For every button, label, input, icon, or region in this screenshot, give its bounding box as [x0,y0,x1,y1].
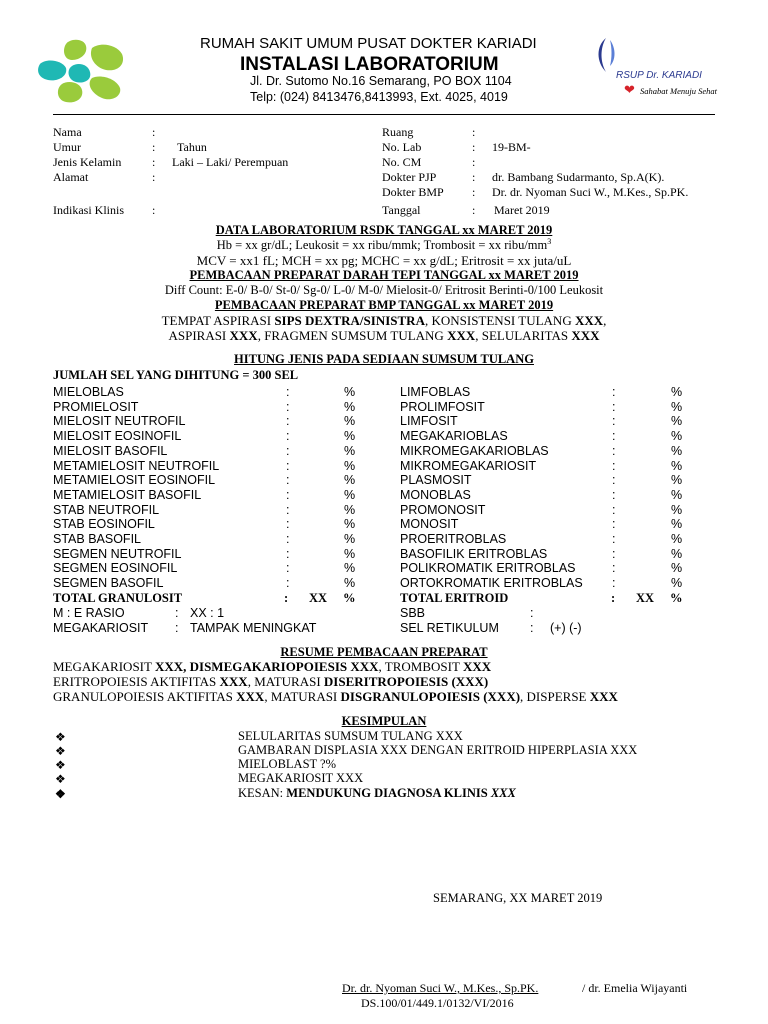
megakariosit-label: MEGAKARIOSIT [53,621,149,635]
kesimpulan-item: GAMBARAN DISPLASIA XXX DENGAN ERITROID HIPERPLASIA XXX [238,743,638,757]
cell-label: MIELOSIT NEUTROFIL [53,414,186,429]
cell-label: SEGMEN EOSINOFIL [53,561,178,576]
kariadi-name: RSUP Dr. KARIADI [616,70,702,81]
sbb-sep: : [530,606,534,620]
cell-sep: : [612,561,616,576]
patient-sep: : [472,170,476,184]
cell-sep: : [286,385,290,399]
patient-sep: : [472,155,476,169]
bullet-icon: ❖ [55,772,66,786]
total-granulosit-label: TOTAL GRANULOSIT [53,591,183,605]
cell-label: PLASMOSIT [400,473,472,488]
sbb-label: SBB [400,606,426,620]
cell-label: MIKROMEGAKARIOSIT [400,458,537,473]
cell-label: MEGAKARIOBLAS [400,429,508,444]
cell-pct: % [671,399,683,414]
ds-number: DS.100/01/449.1/0132/VI/2016 [361,996,514,1010]
cell-sep: : [612,576,616,591]
cell-sep: : [612,414,616,429]
cell-sep: : [286,517,290,532]
bullet-icon: ❖ [55,758,66,772]
cell-sep: : [286,429,290,444]
cell-label: LIMFOBLAS [400,385,471,399]
cell-label: STAB BASOFIL [53,532,141,546]
patient-sep: : [152,170,156,184]
cell-pct: % [344,399,356,414]
me-ratio-value: XX : 1 [190,606,225,620]
cell-label: SEGMEN NEUTROFIL [53,546,182,561]
cell-pct: % [344,487,356,502]
cell-sep: : [286,473,290,488]
patient-label: Alamat [53,170,89,184]
bullet-icon: ❖ [55,730,66,744]
cell-sep: : [612,458,616,473]
cell-pct: % [671,414,683,429]
patient-value: Maret 2019 [494,203,550,217]
lab-data-title: DATA LABORATORIUM RSDK TANGGAL xx MARET 2019 [215,223,553,237]
bmp-line-2: ASPIRASI XXX, FRAGMEN SUMSUM TULANG XXX, SELULARITAS XXX [168,328,600,343]
cell-label: STAB EOSINOFIL [53,517,155,532]
total-granulosit-sep: : [284,591,289,605]
patient-label: No. Lab [382,140,422,154]
cell-label: PROLIMFOSIT [400,399,485,414]
count-title: HITUNG JENIS PADA SEDIAAN SUMSUM TULANG [234,352,534,366]
cell-pct: % [671,429,683,444]
cell-pct: % [671,532,683,546]
kesimpulan-item: MIELOBLAST ?% [238,757,337,771]
cell-sep: : [286,546,290,561]
cell-pct: % [344,561,356,576]
cell-label: MIELOSIT EOSINOFIL [53,429,182,444]
kesimpulan-item: MEGAKARIOSIT XXX [238,771,364,785]
resume-line-2: ERITROPOIESIS AKTIFITAS XXX, MATURASI DISERITROPOIESIS (XXX) [53,674,489,689]
cell-pct: % [671,473,683,488]
me-ratio-sep: : [175,606,179,620]
pdt-title: PEMBACAAN PREPARAT DARAH TEPI TANGGAL xx MARET 2019 [189,268,579,282]
page-title: INSTALASI LABORATORIUM [240,54,499,75]
kesimpulan-title: KESIMPULAN [341,714,427,728]
cell-pct: % [671,385,683,399]
signer-1: Dr. dr. Nyoman Suci W., M.Kes., Sp.PK. [342,981,539,995]
bullet-icon: ❖ [55,787,66,801]
cell-sep: : [286,502,290,517]
bullet-icon: ❖ [55,744,66,758]
patient-label: Ruang [382,125,414,139]
cell-pct: % [671,561,683,576]
cell-sep: : [286,458,290,473]
cell-label: MONOBLAS [400,487,471,502]
cell-sep: : [612,385,616,399]
patient-label: No. CM [382,155,422,169]
patient-sep: : [152,140,156,154]
cell-pct: % [671,517,683,532]
cell-pct: % [344,517,356,532]
bmp-title: PEMBACAAN PREPARAT BMP TANGGAL xx MARET 2019 [214,298,554,312]
bmp-line-1: TEMPAT ASPIRASI SIPS DEXTRA/SINISTRA, KONSISTENSI TULANG XXX, [161,313,607,328]
cell-pct: % [344,576,356,591]
resume-line-3: GRANULOPOIESIS AKTIFITAS XXX, MATURASI DISGRANULOPOIESIS (XXX), DISPERSE XXX [53,689,618,704]
cell-label: BASOFILIK ERITROBLAS [400,546,548,561]
resume-title: RESUME PEMBACAAN PREPARAT [280,645,488,659]
cell-sep: : [286,576,290,591]
cell-sep: : [286,443,290,458]
total-eritroid-sep: : [611,591,616,605]
patient-label: Dokter PJP [382,170,437,184]
cell-label: PROERITROBLAS [400,532,507,546]
signer-2: / dr. Emelia Wijayanti [582,981,688,995]
cell-sep: : [286,414,290,429]
cell-label: PROMONOSIT [400,502,486,517]
lab-line-2: MCV = xx1 fL; MCH = xx pg; MCHC = xx g/dL; Eritrosit = xx juta/uL [196,253,572,268]
kariadi-tagline: Sahabat Menuju Sehat [640,86,717,96]
patient-label: Indikasi Klinis [53,203,124,217]
cell-sep: : [286,487,290,502]
patient-label: Jenis Kelamin [53,155,122,169]
retikulum-sep: : [530,621,534,635]
total-eritroid-value: XX [636,591,655,605]
cell-sep: : [286,532,290,546]
cell-label: MIELOSIT BASOFIL [53,443,168,458]
place-date: SEMARANG, XX MARET 2019 [433,891,603,905]
patient-sep: : [152,125,156,139]
cell-label: POLIKROMATIK ERITROBLAS [400,561,576,576]
patient-value: Laki – Laki/ Perempuan [172,155,289,169]
cell-label: METAMIELOSIT BASOFIL [53,487,202,502]
patient-value: Tahun [177,140,207,154]
total-eritroid-label: TOTAL ERITROID [400,591,509,605]
patient-label: Nama [53,125,82,139]
cell-pct: % [344,546,356,561]
patient-label: Tanggal [382,203,421,217]
cell-pct: % [344,414,356,429]
lab-line-1: Hb = xx gr/dL; Leukosit = xx ribu/mmk; Trombosit = xx ribu/$mm^3$ [216,237,552,253]
cell-label: LIMFOSIT [400,414,458,429]
cell-label: ORTOKROMATIK ERITROBLAS [400,576,583,591]
phone: Telp: (024) 8413476,8413993, Ext. 4025, 4019 [250,90,508,104]
kesan: KESAN: MENDUKUNG DIAGNOSA KLINIS XXX [238,786,516,800]
me-ratio-label: M : E RASIO [53,606,125,620]
cell-sep: : [612,487,616,502]
cell-pct: % [344,458,356,473]
patient-label: Umur [53,140,81,154]
cell-label: STAB NEUTROFIL [53,502,160,517]
cell-sep: : [612,546,616,561]
total-granulosit-value: XX [309,591,328,605]
cell-sep: : [286,561,290,576]
cell-sep: : [612,502,616,517]
diff-count: Diff Count: E-0/ B-0/ St-0/ Sg-0/ L-0/ M-0/ Mielosit-0/ Eritrosit Berinti-0/100 Leukosit [164,283,604,297]
kariadi-logo [588,36,728,104]
cell-pct: % [344,502,356,517]
cell-pct: % [344,385,356,399]
patient-value: 19-BM- [492,140,531,154]
cell-pct: % [671,502,683,517]
cell-sep: : [612,443,616,458]
cell-label: SEGMEN BASOFIL [53,576,164,591]
cell-sep: : [612,532,616,546]
total-eritroid-pct: % [670,591,683,605]
cell-pct: % [344,429,356,444]
resume-line-1: MEGAKARIOSIT XXX, DISMEGAKARIOPOIESIS XXX, TROMBOSIT XXX [53,659,492,674]
cell-pct: % [671,576,683,591]
kesimpulan-item: SELULARITAS SUMSUM TULANG XXX [238,729,463,743]
total-granulosit-pct: % [343,591,356,605]
cell-pct: % [671,458,683,473]
cell-sep: : [612,399,616,414]
cell-sep: : [612,429,616,444]
cell-pct: % [671,487,683,502]
patient-label: Dokter BMP [382,185,444,199]
patient-sep: : [472,185,476,199]
header-divider [53,114,715,115]
count-total-cells: JUMLAH SEL YANG DIHITUNG = 300 SEL [53,368,299,382]
address: Jl. Dr. Sutomo No.16 Semarang, PO BOX 1104 [250,74,512,88]
patient-sep: : [152,203,156,217]
megakariosit-sep: : [175,621,179,635]
patient-sep: : [472,203,476,217]
patient-sep: : [472,140,476,154]
cell-pct: % [344,443,356,458]
patient-sep: : [152,155,156,169]
cell-label: MIELOBLAS [53,385,124,399]
heart-icon: ❤ [624,82,635,97]
retikulum-label: SEL RETIKULUM [400,621,499,635]
cell-label: PROMIELOSIT [53,399,139,414]
cell-pct: % [344,473,356,488]
retikulum-value: (+) (-) [550,621,582,635]
hospital-name: RUMAH SAKIT UMUM PUSAT DOKTER KARIADI [200,35,537,52]
patient-sep: : [472,125,476,139]
cell-label: METAMIELOSIT NEUTROFIL [53,458,220,473]
cell-label: METAMIELOSIT EOSINOFIL [53,473,216,488]
cell-pct: % [344,532,356,546]
cell-pct: % [671,546,683,561]
cell-label: MONOSIT [400,517,459,532]
cell-sep: : [286,399,290,414]
cell-sep: : [612,473,616,488]
patient-value: dr. Bambang Sudarmanto, Sp.A(K). [492,170,665,184]
cell-sep: : [612,517,616,532]
cell-pct: % [671,443,683,458]
hospital-logo-left [36,38,128,106]
cell-label: MIKROMEGAKARIOBLAS [400,443,549,458]
patient-value: Dr. dr. Nyoman Suci W., M.Kes., Sp.PK. [492,185,689,199]
megakariosit-value: TAMPAK MENINGKAT [190,621,317,635]
